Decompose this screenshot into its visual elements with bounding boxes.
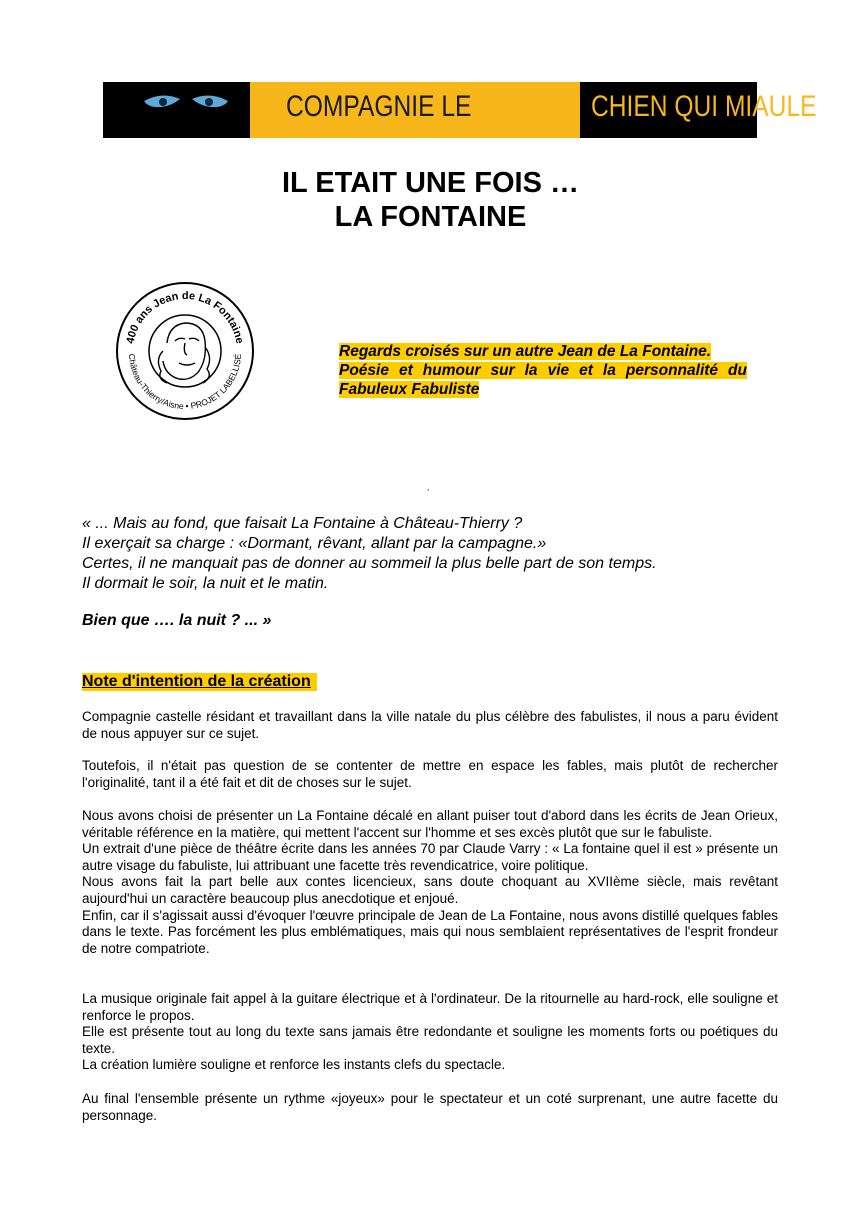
quote-line: Certes, il ne manquait pas de donner au sommeil la plus belle part de son temps. [82,555,657,572]
body-paragraph-group-4 [82,991,778,1074]
body-paragraph-5 [82,1091,778,1124]
paragraph: Enfin, car il s'agissait aussi d'évoquer l'œuvre principale de Jean de La Fontaine, nous avons distillé quelques fables dans le texte. Pas forcément les plus emblématiques, mais qui nous semblaient représentatives de l'esprit frondeur de notre compatriote. [82,907,778,956]
quote-line: Il exerçait sa charge : «Dormant, rêvant, allant par la campagne.» [82,535,547,552]
title-line2: LA FONTAINE [334,201,527,233]
right-eye-icon [191,95,229,108]
anniversary-seal-logo [115,281,255,421]
stray-mark: , [427,483,430,492]
quote-line: « ... Mais au fond, que faisait La Fontaine à Château-Thierry ? [82,515,523,532]
paragraph: Nous avons choisi de présenter un La Fontaine décalé en allant puiser tout d'abord dans les écrits de Jean Orieux, véritable référence en la matière, qui mettent l'accent sur l'homme et ses excès plutôt que sur le fabuliste. [82,808,778,840]
page-title [0,166,861,234]
banner-title-part2: CHIEN QUI MIAULE [591,90,817,123]
quote-block [82,514,657,594]
tagline-line2: Poésie et humour sur la vie et la personnalité du Fabuleux Fabuliste [339,362,747,398]
paragraph: Au final l'ensemble présente un rythme «joyeux» pour le spectateur et un coté surprenant, une autre facette du personnage. [82,1091,778,1123]
paragraph: Elle est présente tout au long du texte sans jamais être redondante et souligne les moments forts ou poétiques du texte. [82,1024,778,1056]
paragraph: La création lumière souligne et renforce les instants clefs du spectacle. [82,1057,506,1073]
svg-text:Château-Thierry/Aisne • PROJET: Château-Thierry/Aisne • PROJET LABELLISÉ [126,353,244,412]
paragraph: Un extrait d'une pièce de théâtre écrite dans les années 70 par Claude Varry : « La fontaine quel il est » présente un autre visage du fabuliste, lui attribuant une facette très revendicatrice, voire politique. [82,841,778,873]
tagline [339,342,747,399]
svg-text:400 ans Jean de La Fontaine: 400 ans Jean de La Fontaine [124,289,246,345]
banner-title-part1: COMPAGNIE LE [286,90,472,123]
paragraph: Compagnie castelle résidant et travaillant dans la ville natale du plus célèbre des fabulistes, il nous a paru évident de nous appuyer sur ce sujet. [82,709,778,741]
title-line1: IL ETAIT UNE FOIS … [282,167,579,199]
company-banner [103,82,817,138]
quote-line: Il dormait le soir, la nuit et le matin. [82,575,329,592]
body-paragraph-group-3 [82,808,778,957]
paragraph: Nous avons fait la part belle aux contes licencieux, sans doute choquant au XVIIème siècle, mais revêtant aujourd'hui un caractère beaucoup plus anecdotique et enjoué. [82,874,778,906]
body-paragraph-1 [82,709,778,742]
paragraph: La musique originale fait appel à la guitare électrique et à l'ordinateur. De la ritournelle au hard-rock, elle souligne et renforce le propos. [82,991,778,1023]
section-heading: Note d'intention de la création [82,673,317,691]
quote-ending: Bien que …. la nuit ? ... » [82,612,272,629]
body-paragraph-2 [82,758,778,791]
tagline-line1: Regards croisés sur un autre Jean de La Fontaine. [339,343,712,360]
left-eye-icon [143,95,181,108]
paragraph: Toutefois, il n'était pas question de se contenter de mettre en espace les fables, mais plutôt de rechercher l'originalité, tant il a été fait et dit de choses sur le sujet. [82,758,778,790]
cat-eyes-logo [103,82,250,138]
